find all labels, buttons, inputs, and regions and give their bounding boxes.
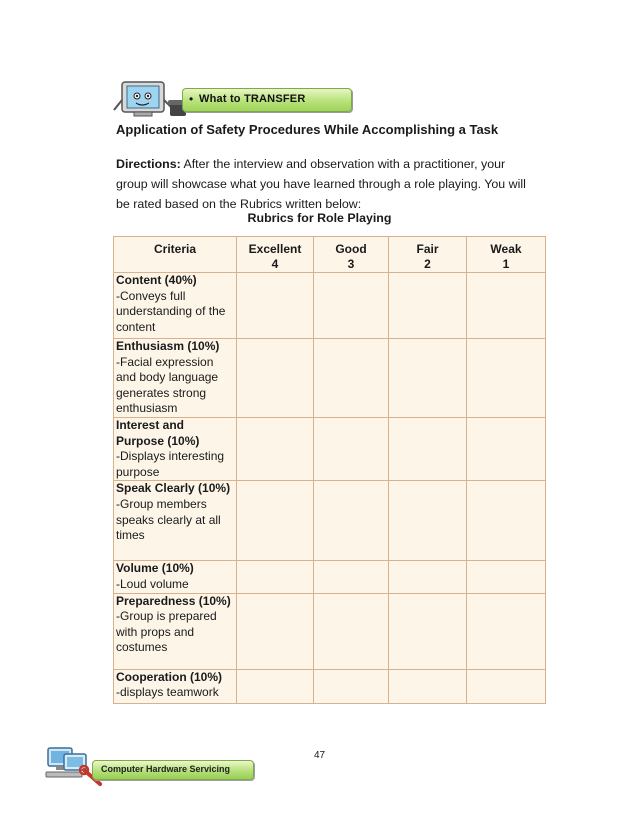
header-fair: Fair 2 — [389, 237, 467, 273]
header-good: Good 3 — [314, 237, 389, 273]
page-heading: Application of Safety Procedures While Accomplishing a Task — [116, 122, 499, 137]
table-row — [114, 593, 546, 669]
directions-text: After the interview and observation with a practitioner, your group will showcase what you have learned through a role playing. You will be rated based on the Rubrics written below: — [116, 157, 526, 211]
score-cell — [314, 561, 389, 593]
score-cell — [314, 593, 389, 669]
directions-label: Directions: — [116, 157, 181, 171]
score-cell — [237, 669, 314, 703]
rubric-caption: Rubrics for Role Playing — [247, 211, 392, 225]
table-row — [114, 481, 546, 561]
score-cell — [467, 593, 546, 669]
table-row — [114, 417, 546, 480]
score-cell — [389, 593, 467, 669]
footer-label: Computer Hardware Servicing — [101, 764, 231, 774]
score-cell — [237, 593, 314, 669]
criteria-cell: Enthusiasm (10%) -Facial expression and body language generates strong enthusiasm — [114, 339, 237, 418]
score-cell — [467, 273, 546, 339]
table-row — [114, 339, 546, 418]
criteria-cell: Volume (10%) -Loud volume — [114, 561, 237, 593]
header-criteria: Criteria — [114, 237, 237, 273]
footer-logo — [44, 746, 254, 788]
rubric-header-row — [114, 237, 546, 273]
score-cell — [467, 481, 546, 561]
rubric-table — [113, 236, 546, 704]
banner-label: What to TRANSFER — [199, 93, 306, 105]
criteria-cell: Preparedness (10%) -Group is prepared with props and costumes — [114, 593, 237, 669]
score-cell — [314, 339, 389, 418]
criteria-cell: Speak Clearly (10%) -Group members speaks clearly at all times — [114, 481, 237, 561]
score-cell — [314, 669, 389, 703]
score-cell — [389, 417, 467, 480]
criteria-cell: Content (40%) -Conveys full understanding of the content — [114, 273, 237, 339]
footer-banner — [92, 760, 254, 780]
score-cell — [314, 417, 389, 480]
score-cell — [389, 561, 467, 593]
score-cell — [467, 339, 546, 418]
score-cell — [389, 339, 467, 418]
banner-bullet: • — [189, 92, 194, 106]
banner-bar — [182, 88, 352, 112]
score-cell — [467, 561, 546, 593]
score-cell — [314, 273, 389, 339]
page-number: 47 — [313, 750, 326, 761]
header-excellent: Excellent 4 — [237, 237, 314, 273]
score-cell — [314, 481, 389, 561]
table-row — [114, 561, 546, 593]
header-weak: Weak 1 — [467, 237, 546, 273]
score-cell — [237, 273, 314, 339]
score-cell — [389, 481, 467, 561]
score-cell — [467, 669, 546, 703]
score-cell — [237, 417, 314, 480]
directions-paragraph — [116, 154, 536, 214]
what-to-transfer-banner — [112, 80, 352, 120]
criteria-cell: Cooperation (10%) -displays teamwork — [114, 669, 237, 703]
score-cell — [237, 481, 314, 561]
criteria-cell: Interest and Purpose (10%) -Displays interesting purpose — [114, 417, 237, 480]
score-cell — [389, 669, 467, 703]
score-cell — [389, 273, 467, 339]
table-row — [114, 273, 546, 339]
score-cell — [237, 339, 314, 418]
table-row — [114, 669, 546, 703]
score-cell — [237, 561, 314, 593]
score-cell — [467, 417, 546, 480]
